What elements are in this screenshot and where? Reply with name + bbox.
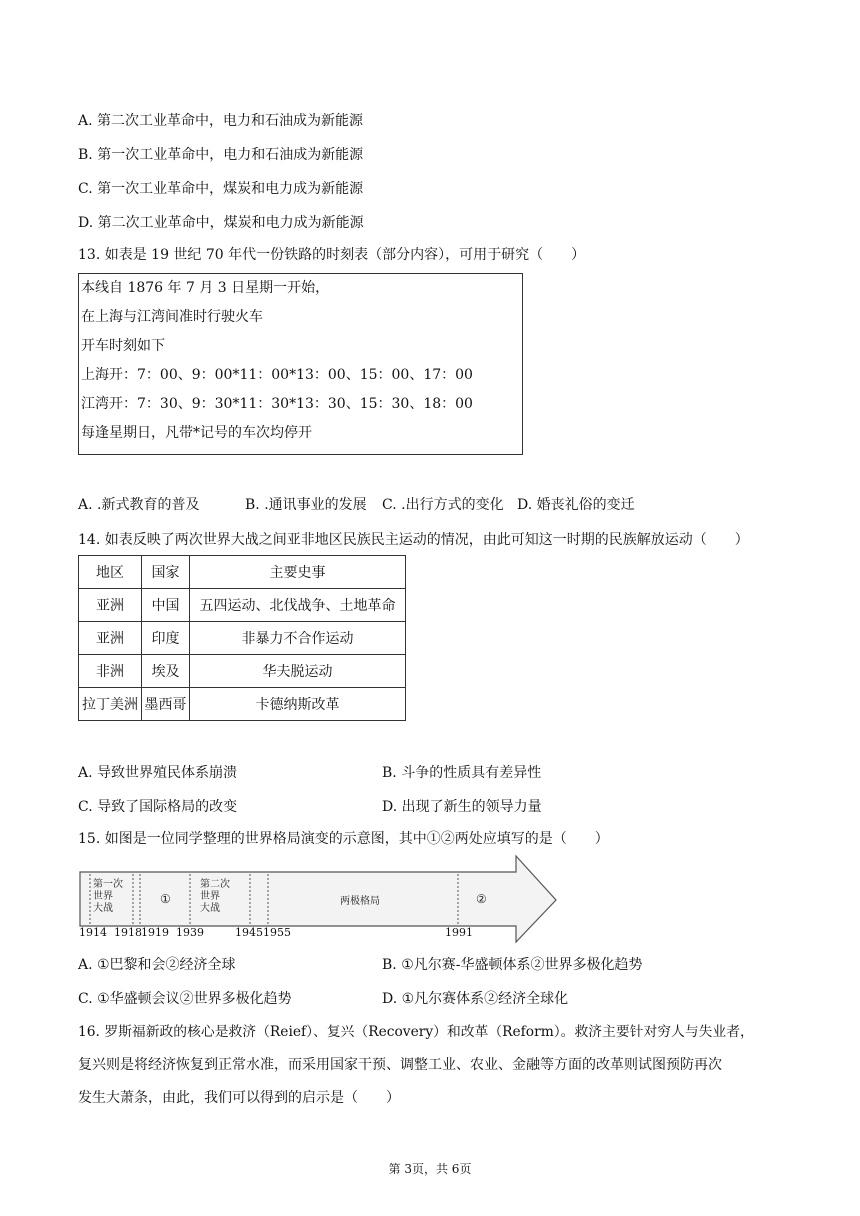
timetable-line: 在上海与江湾间准时行驶火车 [81, 309, 263, 325]
table-header-row [79, 556, 406, 589]
q15-stem: 15. 如图是一位同学整理的世界格局演变的示意图，其中①②两处应填写的是（ ） [78, 831, 609, 847]
timetable-line: 上海开：7：00、9：00*11：00*13：00、15：00、17：00 [81, 367, 473, 383]
q15-option-a: A. ①巴黎和会②经济全球 [78, 957, 236, 973]
table-row [79, 589, 406, 622]
table-cell: 亚洲 [79, 622, 142, 655]
table-cell: 亚洲 [79, 589, 142, 622]
timeline-ww2-label [200, 879, 230, 915]
table-row [79, 655, 406, 688]
timeline-ww1-label [93, 879, 123, 915]
q12-option-b: B. 第一次工业革命中，电力和石油成为新能源 [78, 147, 364, 163]
table-cell: 华夫脱运动 [190, 655, 406, 688]
ww2-line: 大战 [200, 903, 220, 914]
q14-option-d: D. 出现了新生的领导力量 [382, 799, 542, 815]
q12-option-c: C. 第一次工业革命中，煤炭和电力成为新能源 [78, 181, 364, 197]
q12-option-a: A. 第二次工业革命中，电力和石油成为新能源 [78, 113, 364, 129]
table-row [79, 688, 406, 721]
table-header-cell: 主要史事 [190, 556, 406, 589]
table-cell: 非暴力不合作运动 [190, 622, 406, 655]
q13-option-d: D. 婚丧礼俗的变迁 [517, 497, 635, 513]
year-tick: 1955 [263, 926, 291, 939]
ww2-line: 世界 [200, 891, 220, 902]
timetable-line: 每逢星期日，凡带*记号的车次均停开 [81, 425, 312, 441]
table-cell: 印度 [142, 622, 190, 655]
page-footer: 第 3页，共 6页 [388, 1162, 472, 1176]
year-tick: 1945 [235, 926, 263, 939]
q15-option-b: B. ①凡尔赛-华盛顿体系②世界多极化趋势 [382, 957, 643, 973]
ww1-line: 第一次 [93, 879, 123, 890]
q13-option-b: B. .通讯事业的发展 [245, 497, 367, 513]
q13-option-c: C. .出行方式的变化 [382, 497, 504, 513]
year-tick: 1918 [114, 926, 142, 939]
q13-option-a: A. .新式教育的普及 [78, 497, 200, 513]
table-cell: 拉丁美洲 [79, 688, 142, 721]
table-header-cell: 地区 [79, 556, 142, 589]
table-cell: 非洲 [79, 655, 142, 688]
q15-option-c: C. ①华盛顿会议②世界多极化趋势 [78, 991, 292, 1007]
ww2-line: 第二次 [200, 879, 230, 890]
q16-stem-line-2: 复兴则是将经济恢复到正常水准，而采用国家干预、调整工业、农业、金融等方面的改革则试图预防再次 [78, 1057, 722, 1073]
q12-option-d: D. 第二次工业革命中，煤炭和电力成为新能源 [78, 215, 364, 231]
table-cell: 卡德纳斯改革 [190, 688, 406, 721]
table-cell: 墨西哥 [142, 688, 190, 721]
q14-option-c: C. 导致了国际格局的改变 [78, 799, 238, 815]
table-header-cell: 国家 [142, 556, 190, 589]
year-tick: 1991 [445, 926, 473, 939]
ww1-line: 大战 [93, 903, 113, 914]
q13-stem: 13. 如表是 19 世纪 70 年代一份铁路的时刻表（部分内容），可用于研究（ ） [78, 247, 586, 263]
q14-stem: 14. 如表反映了两次世界大战之间亚非地区民族民主运动的情况，由此可知这一时期的民族解放运动（ ） [78, 532, 749, 548]
q14-option-b: B. 斗争的性质具有差异性 [382, 765, 542, 781]
q15-option-d: D. ①凡尔赛体系②经济全球化 [382, 991, 569, 1007]
table-row [79, 622, 406, 655]
q14-option-a: A. 导致世界殖民体系崩溃 [78, 765, 238, 781]
q16-stem-line-3: 发生大萧条，由此，我们可以得到的启示是（ ） [78, 1090, 400, 1106]
ww1-line: 世界 [93, 891, 113, 902]
q13-timetable-box [78, 273, 523, 455]
timeline-mark-1: ① [160, 892, 171, 906]
timeline-bipolar-label: 两极格局 [340, 896, 380, 907]
year-tick: 1939 [176, 926, 204, 939]
timetable-line: 江湾开：7：30、9：30*11：30*13：30、15：30、18：00 [81, 396, 473, 412]
table-cell: 五四运动、北伐战争、土地革命 [190, 589, 406, 622]
q14-table [78, 555, 406, 721]
table-cell: 中国 [142, 589, 190, 622]
timetable-line: 开车时刻如下 [81, 338, 165, 354]
table-cell: 埃及 [142, 655, 190, 688]
timeline-mark-2: ② [476, 892, 487, 906]
q16-stem-line-1: 16. 罗斯福新政的核心是救济（Reief）、复兴（Recovery）和改革（Reform）。救济主要针对穷人与失业者， [78, 1024, 754, 1040]
year-tick: 1919 [141, 926, 169, 939]
year-tick: 1914 [79, 926, 107, 939]
timetable-line: 本线自 1876 年 7 月 3 日星期一开始， [81, 280, 330, 296]
